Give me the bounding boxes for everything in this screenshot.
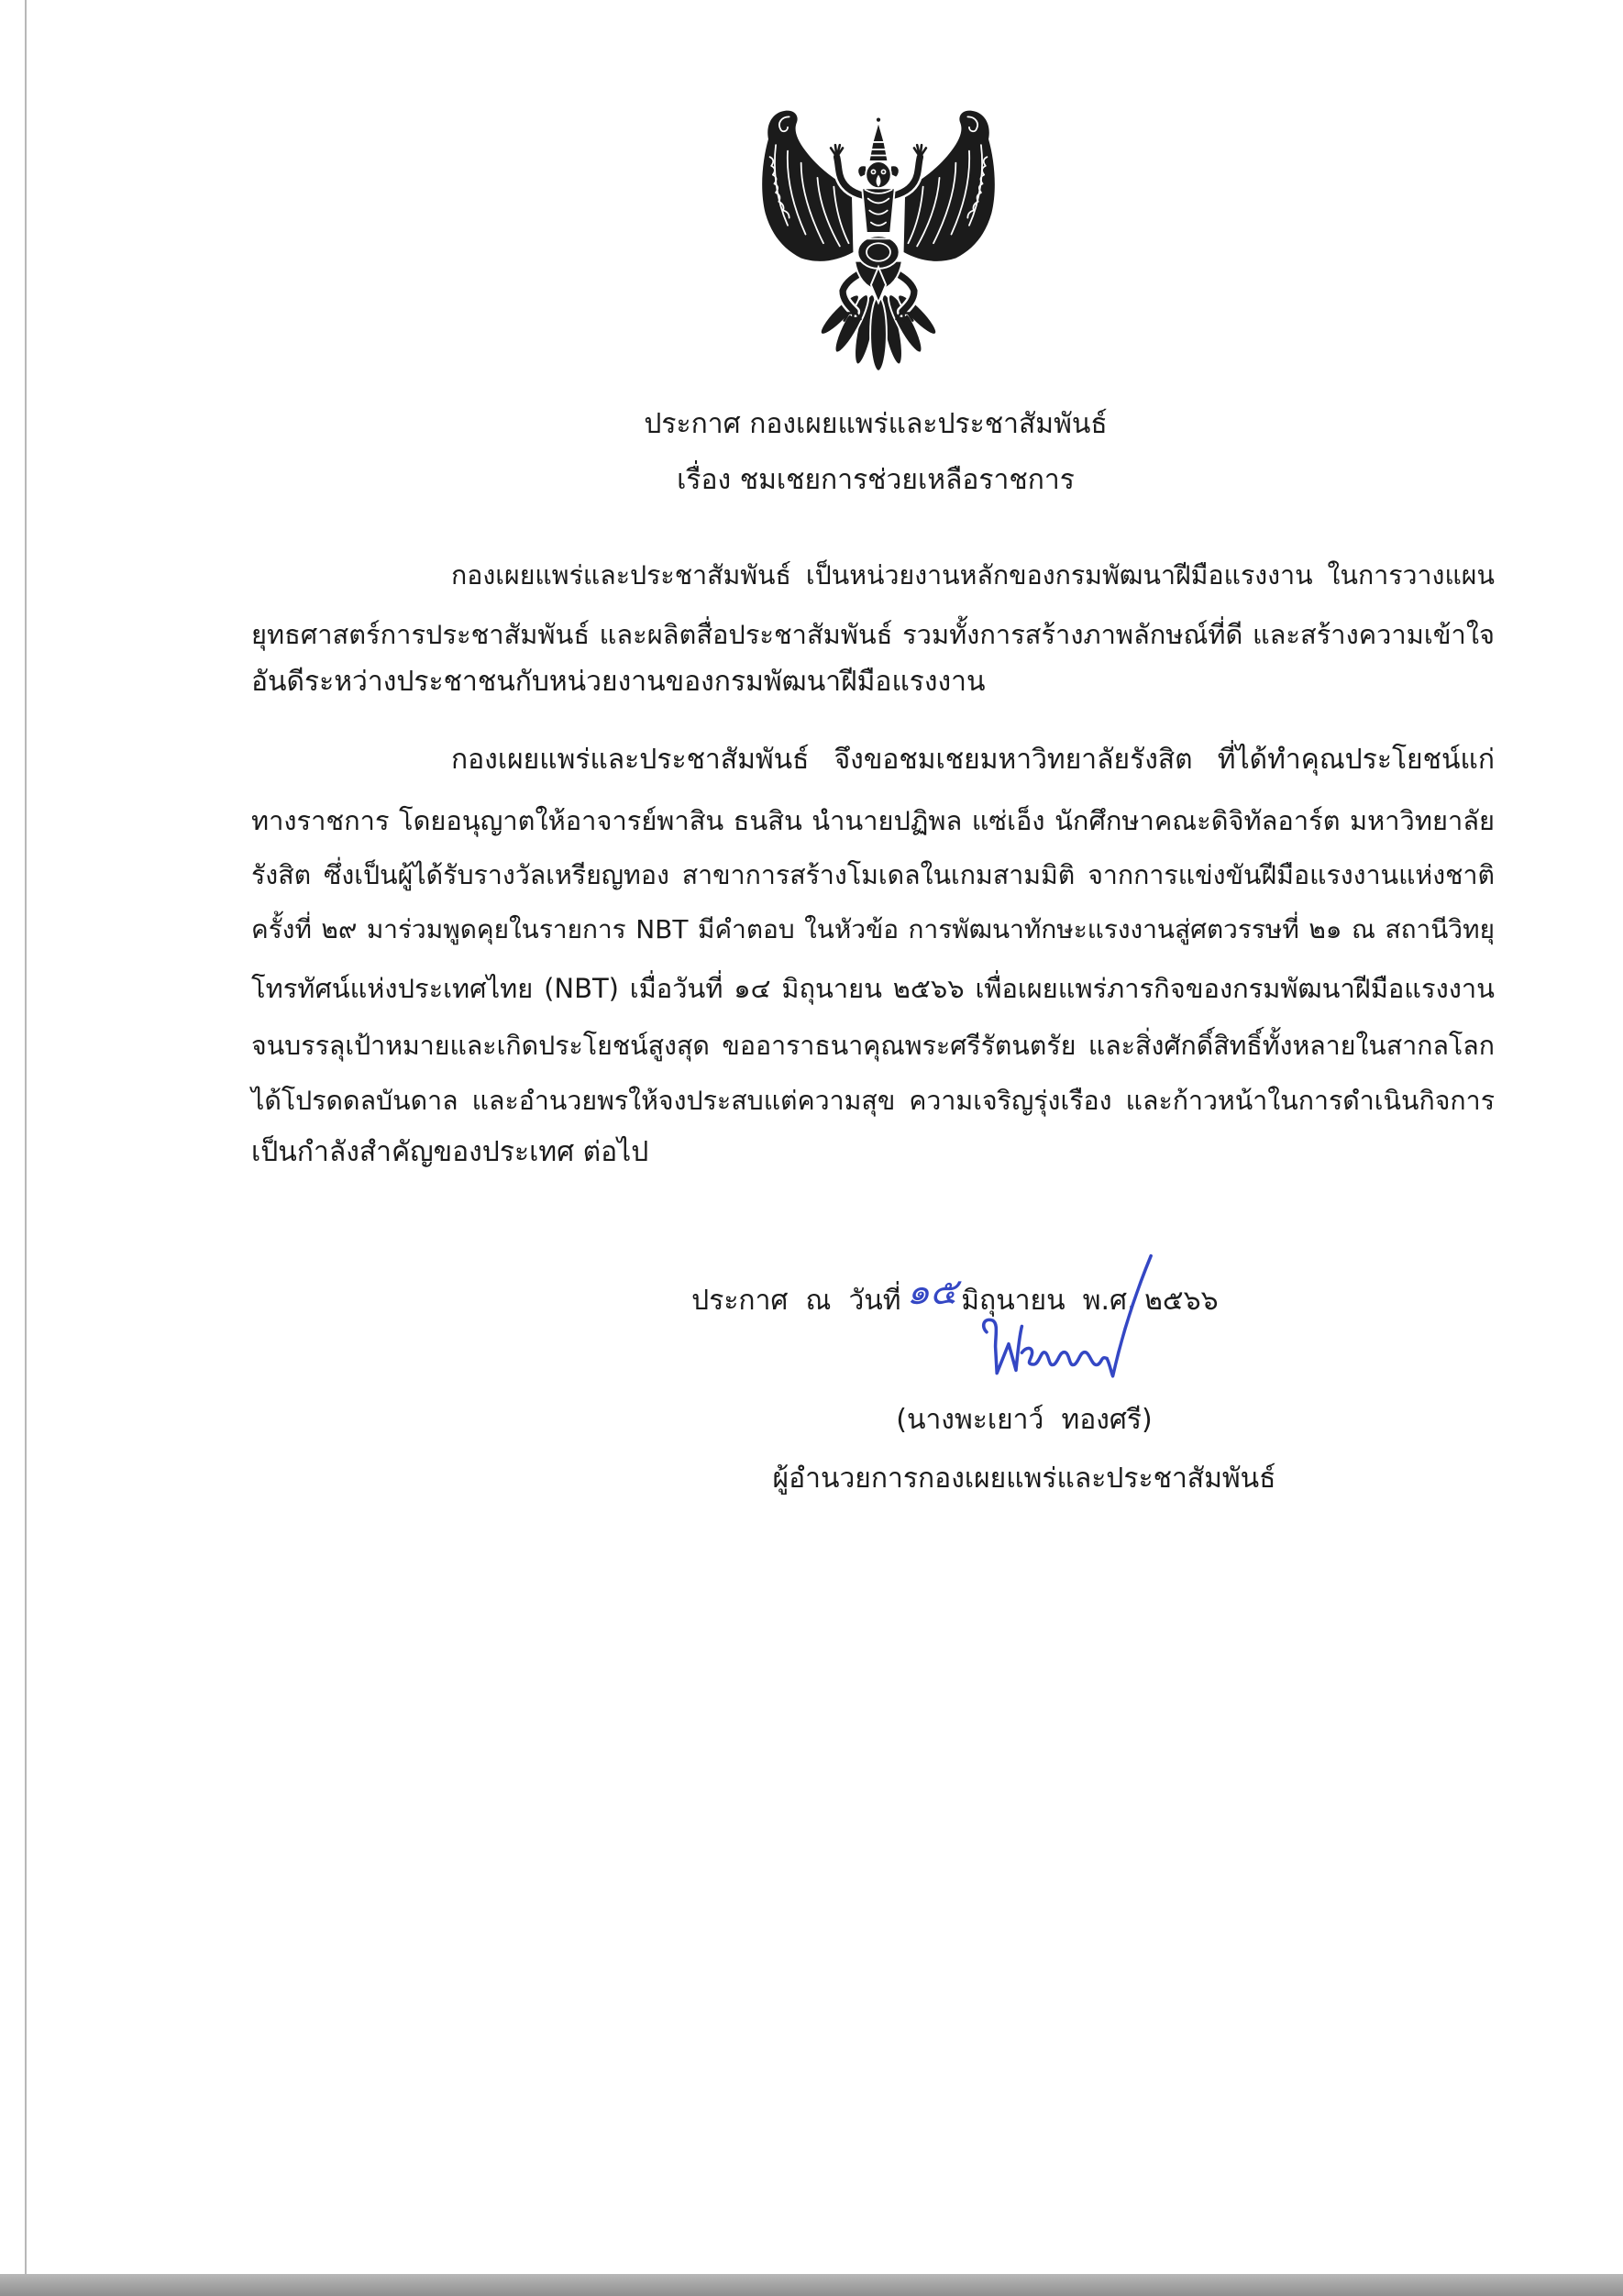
date-prefix: ประกาศ ณ วันที่ — [691, 1285, 901, 1317]
scan-edge-bottom — [0, 2274, 1623, 2296]
paragraph-line: กองเผยแพร่และประชาสัมพันธ์ จึงขอชมเชยมหาวิทยาลัยรังสิต ที่ได้ทำคุณประโยชน์แก่ — [451, 744, 1495, 776]
signatory-name: (นางพะเยาว์ ทองศรี) — [896, 1404, 1153, 1436]
handwritten-signature-icon — [972, 1247, 1155, 1386]
paragraph-line: เป็นกำลังสำคัญของประเทศ ต่อไป — [251, 1136, 649, 1168]
paragraph-line: ยุทธศาสตร์การประชาสัมพันธ์ และผลิตสื่อประชาสัมพันธ์ รวมทั้งการสร้างภาพลักษณ์ที่ดี และสร้างความเข้าใจ — [251, 619, 1495, 650]
paragraph-line: อันดีระหว่างประชาชนกับหน่วยงานของกรมพัฒนาฝีมือแรงงาน — [251, 666, 986, 698]
paragraph-line: จนบรรลุเป้าหมายและเกิดประโยชน์สูงสุด ขออาราธนาคุณพระศรีรัตนตรัย และสิ่งศักดิ์สิทธิ์ทั้งหลายในสากลโลก — [251, 1031, 1495, 1061]
date-suffix: มิถุนายน พ.ศ. ๒๕๖๖ — [961, 1285, 1219, 1317]
paragraph-line: รังสิต ซึ่งเป็นผู้ได้รับรางวัลเหรียญทอง สาขาการสร้างโมเดลในเกมสามมิติ จากการแข่งขันฝีมือแรงงานแห่งชาติ — [251, 860, 1495, 890]
paragraph-line: ครั้งที่ ๒๙ มาร่วมพูดคุยในรายการ NBT มีคำตอบ ในหัวข้อ การพัฒนาทักษะแรงงานสู่ศตวรรษที่ ๒๑ ณ สถานีวิทยุ — [251, 914, 1495, 944]
announcement-title: ประกาศ กองเผยแพร่และประชาสัมพันธ์ — [644, 408, 1108, 440]
paragraph-line: โทรทัศน์แห่งประเทศไทย (NBT) เมื่อวันที่ ๑๔ มิถุนายน ๒๕๖๖ เพื่อเผยแพร่ภารกิจของกรมพัฒนาฝีมือแรงงาน — [251, 973, 1495, 1004]
scan-edge-left — [25, 0, 27, 2296]
signatory-position: ผู้อำนวยการกองเผยแพร่และประชาสัมพันธ์ — [772, 1463, 1276, 1495]
announcement-subject: เรื่อง ชมเชยการช่วยเหลือราชการ — [677, 464, 1075, 496]
paragraph-line: ทางราชการ โดยอนุญาตให้อาจารย์พาสิน ธนสิน นำนายปฏิพล แซ่เอ็ง นักศึกษาคณะดิจิทัลอาร์ต มหาวิทยาลัย — [251, 805, 1495, 836]
paragraph-line: ได้โปรดดลบันดาล และอำนวยพรให้จงประสบแต่ความสุข ความเจริญรุ่งเรือง และก้าวหน้าในการดำเนินกิจการ — [251, 1086, 1495, 1116]
paragraph-line: กองเผยแพร่และประชาสัมพันธ์ เป็นหน่วยงานหลักของกรมพัฒนาฝีมือแรงงาน ในการวางแผน — [451, 560, 1495, 591]
garuda-emblem-icon — [759, 106, 998, 374]
date-day-handwritten: ๑๕ — [906, 1271, 958, 1313]
